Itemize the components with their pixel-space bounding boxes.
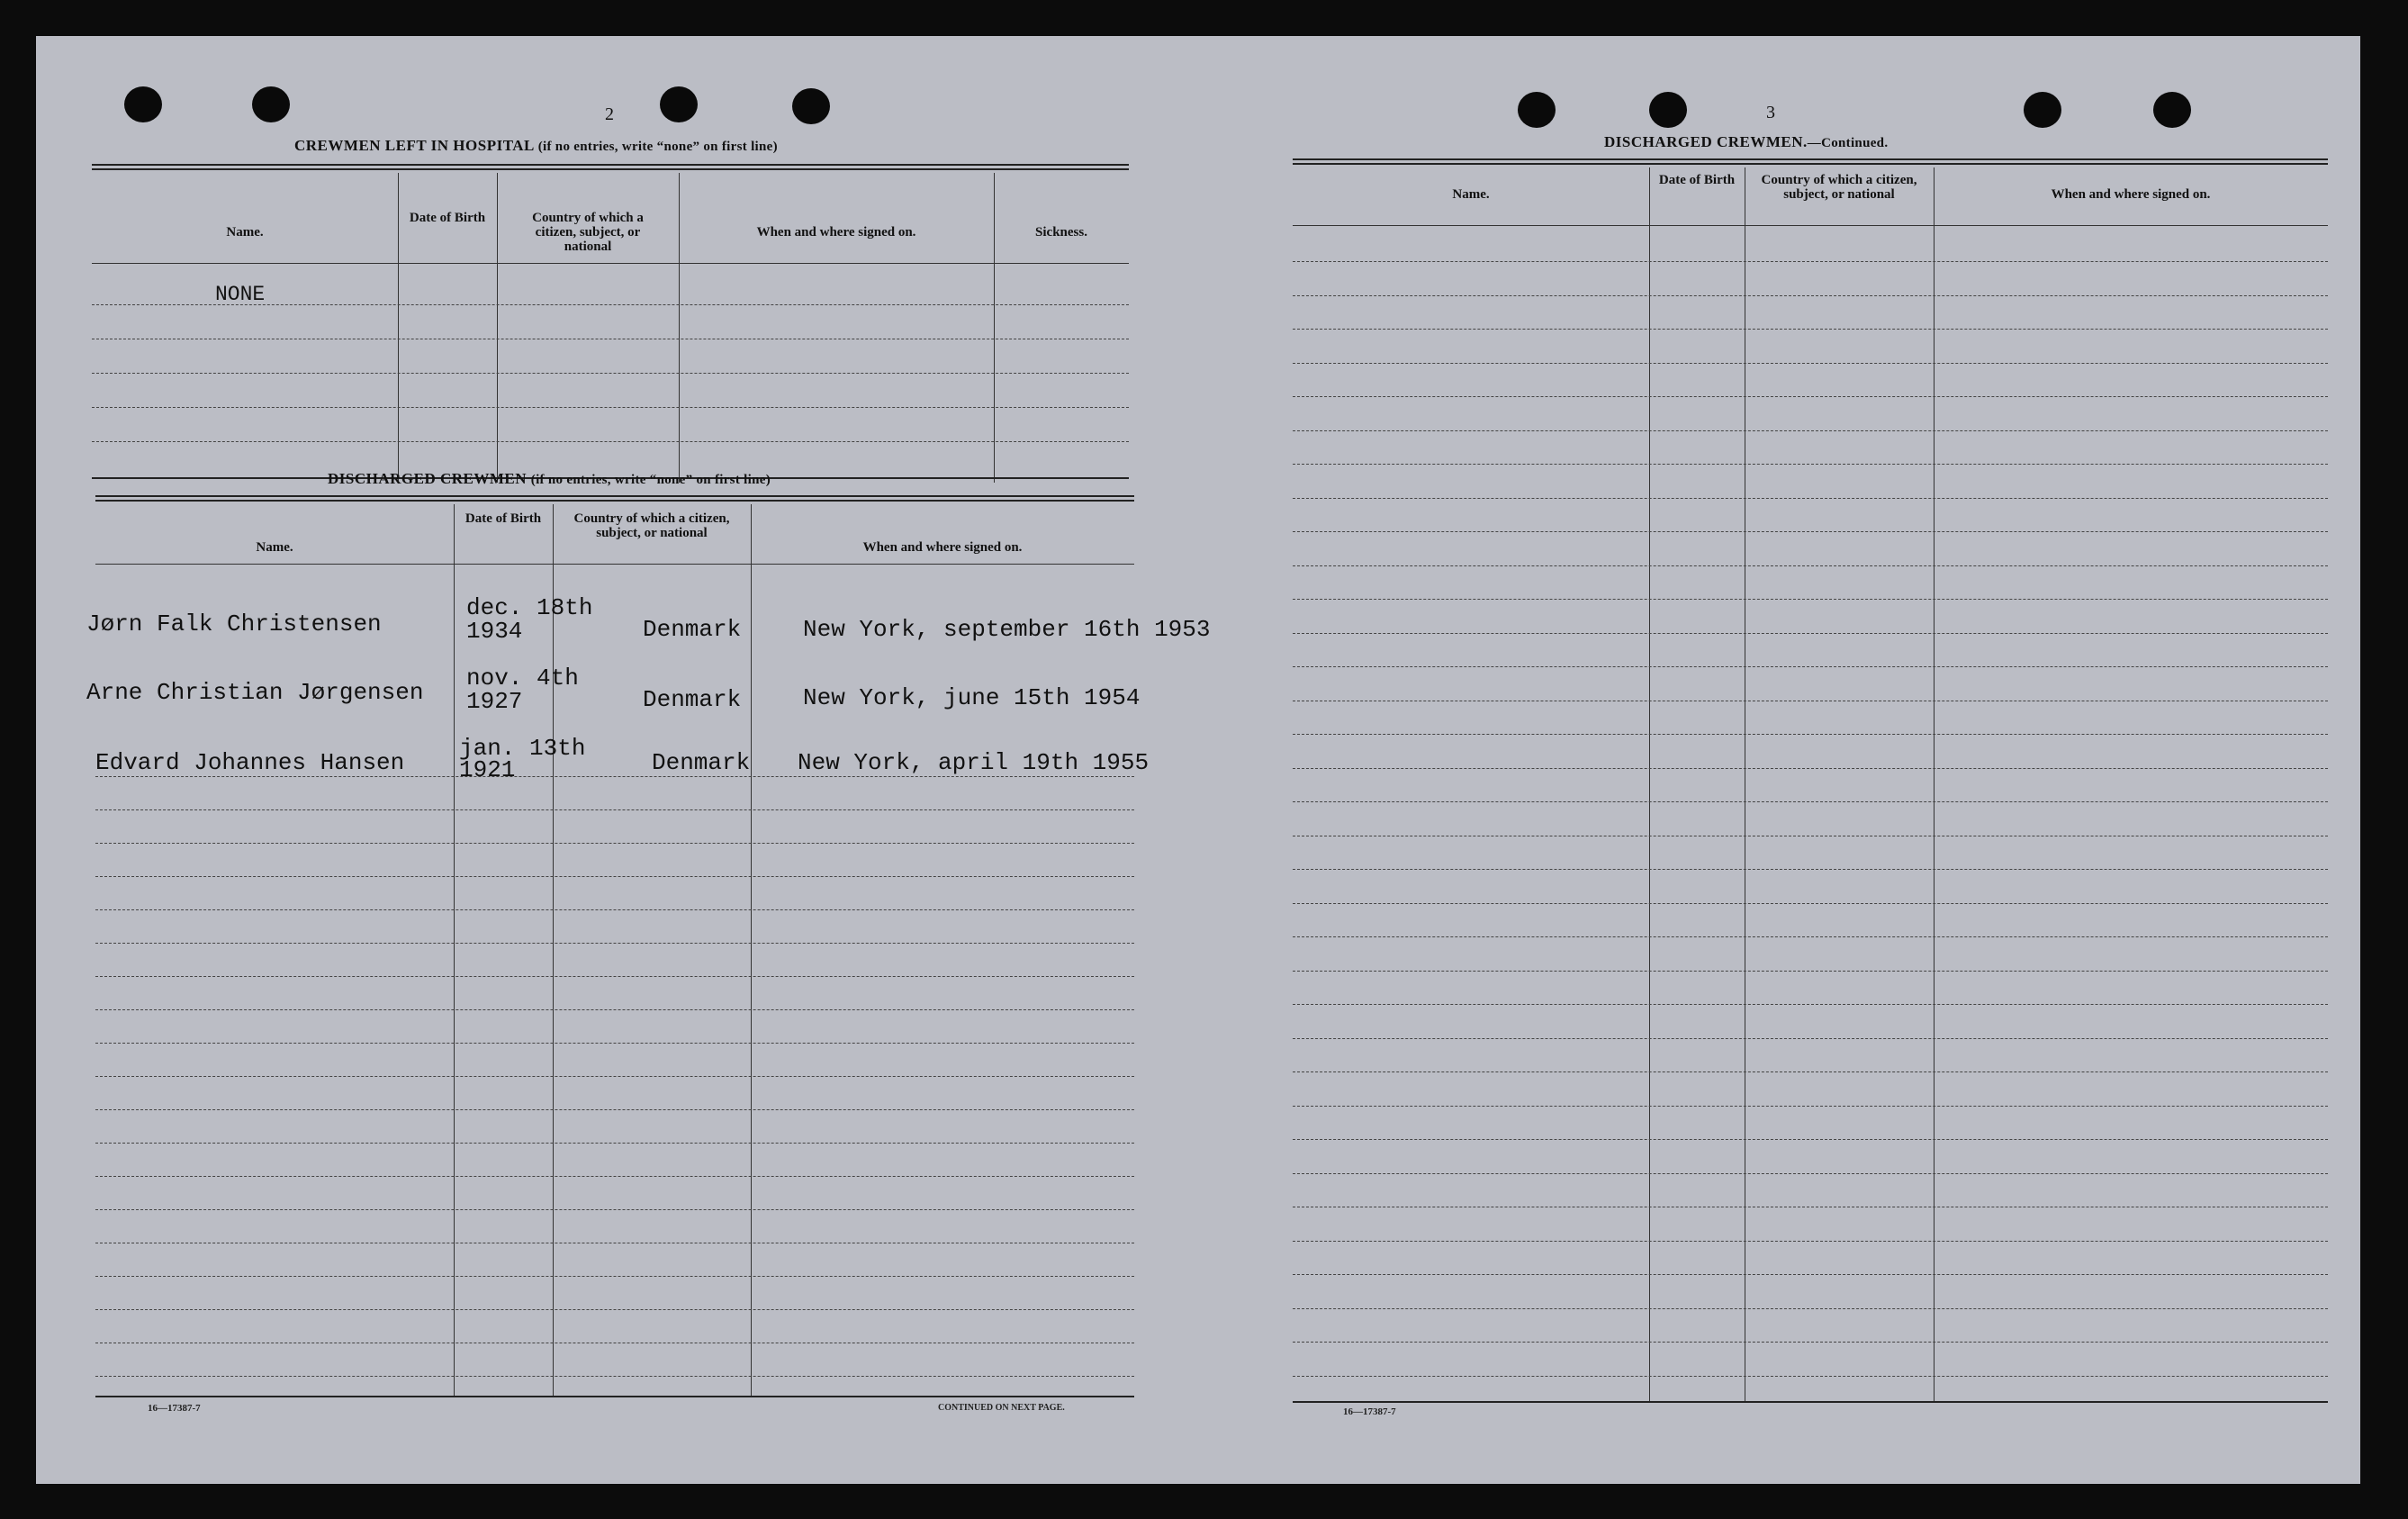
dotted-line: [95, 1043, 1134, 1044]
dotted-line: [1293, 261, 2328, 262]
punch-hole: [792, 88, 830, 124]
dotted-line: [1293, 734, 2328, 735]
dotted-line: [1293, 531, 2328, 532]
dotted-line: [1293, 1376, 2328, 1377]
double-rule: [92, 164, 1129, 170]
crew-dob-day: dec. 18th: [466, 594, 593, 621]
dotted-line: [95, 1276, 1134, 1277]
dotted-line: [95, 976, 1134, 977]
col-header-dob: Date of Birth: [1658, 173, 1736, 187]
crew-name: Jørn Falk Christensen: [86, 610, 382, 637]
page-number: 2: [605, 104, 614, 124]
discharged-continued-title: DISCHARGED CREWMEN.—Continued.: [1604, 133, 1889, 150]
crew-name: Arne Christian Jørgensen: [86, 679, 424, 706]
column-divider: [1934, 167, 1935, 1403]
dotted-line: [92, 407, 1129, 408]
dotted-line: [1293, 565, 2328, 566]
punch-hole: [2024, 92, 2061, 128]
dotted-line: [95, 1009, 1134, 1010]
left-page: [36, 36, 1211, 1484]
dotted-line: [1293, 363, 2328, 364]
crew-dob-year: 1927: [466, 688, 523, 715]
punch-hole: [252, 86, 290, 122]
dotted-line: [95, 876, 1134, 877]
punch-hole: [2153, 92, 2191, 128]
col-header-country: Country of which a citizen, subject, or national: [573, 511, 730, 540]
dotted-line: [1293, 801, 2328, 802]
dotted-line: [1293, 396, 2328, 397]
crew-signed-on: New York, september 16th 1953: [803, 616, 1211, 643]
dotted-line: [1293, 768, 2328, 769]
dotted-line: [95, 809, 1134, 810]
dotted-line: [1293, 903, 2328, 904]
header-rule: [1293, 225, 2328, 226]
dotted-line: [1293, 329, 2328, 330]
col-header-signed: When and where signed on.: [2051, 187, 2211, 202]
dotted-line: [95, 943, 1134, 944]
dotted-line: [95, 1209, 1134, 1210]
col-header-name: Name.: [256, 540, 293, 555]
page-number: 3: [1766, 103, 1775, 122]
right-page: [1206, 36, 2360, 1484]
hospital-entry-none: NONE: [215, 283, 266, 306]
discharged-section-title: DISCHARGED CREWMEN (if no entries, write “none” on first line): [328, 470, 771, 487]
dotted-line: [1293, 633, 2328, 634]
dotted-line: [1293, 1139, 2328, 1140]
dotted-line: [95, 1309, 1134, 1310]
form-number: 16—17387-7: [1343, 1406, 1396, 1417]
crew-name: Edvard Johannes Hansen: [95, 749, 405, 776]
form-number: 16—17387-7: [148, 1403, 201, 1414]
punch-hole: [660, 86, 698, 122]
column-divider: [994, 173, 995, 483]
col-header-name: Name.: [1452, 187, 1490, 202]
column-divider: [751, 504, 752, 1397]
dotted-line: [92, 373, 1129, 374]
dotted-line: [1293, 936, 2328, 937]
dotted-line: [1293, 295, 2328, 296]
dotted-line: [1293, 1241, 2328, 1242]
crew-dob-day: nov. 4th: [466, 665, 579, 692]
column-divider: [553, 504, 554, 1397]
double-rule: [1293, 158, 2328, 165]
dotted-line: [92, 441, 1129, 442]
dotted-line: [1293, 1038, 2328, 1039]
dotted-line: [1293, 971, 2328, 972]
dotted-line: [1293, 464, 2328, 465]
dotted-line: [1293, 498, 2328, 499]
dotted-line: [1293, 1106, 2328, 1107]
crew-dob-year: 1921: [459, 756, 516, 783]
header-rule: [95, 564, 1134, 565]
dotted-line: [1293, 1342, 2328, 1343]
dotted-line: [95, 843, 1134, 844]
dotted-line: [1293, 1071, 2328, 1072]
continued-note: CONTINUED ON NEXT PAGE.: [938, 1403, 1065, 1413]
col-header-signed: When and where signed on.: [862, 540, 1023, 555]
punch-hole: [1649, 92, 1687, 128]
dotted-line: [95, 1109, 1134, 1110]
col-header-name: Name.: [226, 225, 264, 240]
dotted-line: [1293, 1004, 2328, 1005]
dotted-line: [95, 909, 1134, 910]
dotted-line: [95, 776, 1134, 777]
dotted-line: [1293, 666, 2328, 667]
dotted-line: [1293, 599, 2328, 600]
dotted-line: [95, 1143, 1134, 1144]
crew-country: Denmark: [643, 616, 742, 643]
column-divider: [497, 173, 498, 483]
dotted-line: [1293, 869, 2328, 870]
col-header-dob: Date of Birth: [464, 511, 542, 526]
dotted-line: [92, 304, 1129, 305]
column-divider: [679, 173, 680, 483]
double-rule: [95, 495, 1134, 502]
dotted-line: [1293, 430, 2328, 431]
dotted-line: [95, 1076, 1134, 1077]
hospital-section-title: CREWMEN LEFT IN HOSPITAL (if no entries, write “none” on first line): [294, 137, 778, 154]
column-divider: [454, 504, 455, 1397]
column-divider: [1649, 167, 1650, 1403]
discharged-table: [86, 504, 1211, 1397]
header-rule: [92, 263, 1129, 264]
crew-signed-on: New York, june 15th 1954: [803, 684, 1141, 711]
punch-hole: [1518, 92, 1556, 128]
crew-country: Denmark: [643, 686, 742, 713]
document-sheet: [36, 36, 2360, 1484]
dotted-line: [1293, 1274, 2328, 1275]
discharged-continued-table: [1293, 167, 2328, 1403]
dotted-line: [1293, 1173, 2328, 1174]
col-header-sickness: Sickness.: [1035, 225, 1087, 240]
punch-hole: [124, 86, 162, 122]
col-header-country: Country of which a citizen, subject, or national: [532, 211, 644, 254]
col-header-signed: When and where signed on.: [756, 225, 916, 240]
crew-dob-year: 1934: [466, 618, 523, 645]
col-header-country: Country of which a citizen, subject, or national: [1761, 173, 1917, 202]
crew-dob-day: jan. 13th: [459, 735, 586, 762]
dotted-line: [1293, 1308, 2328, 1309]
crew-signed-on: New York, april 19th 1955: [798, 749, 1150, 776]
hospital-table: [92, 173, 1129, 483]
crew-country: Denmark: [652, 749, 751, 776]
dotted-line: [95, 1176, 1134, 1177]
dotted-line: [95, 1376, 1134, 1377]
col-header-dob: Date of Birth: [409, 211, 486, 225]
bottom-rule: [1293, 1401, 2328, 1403]
bottom-rule: [95, 1396, 1134, 1397]
